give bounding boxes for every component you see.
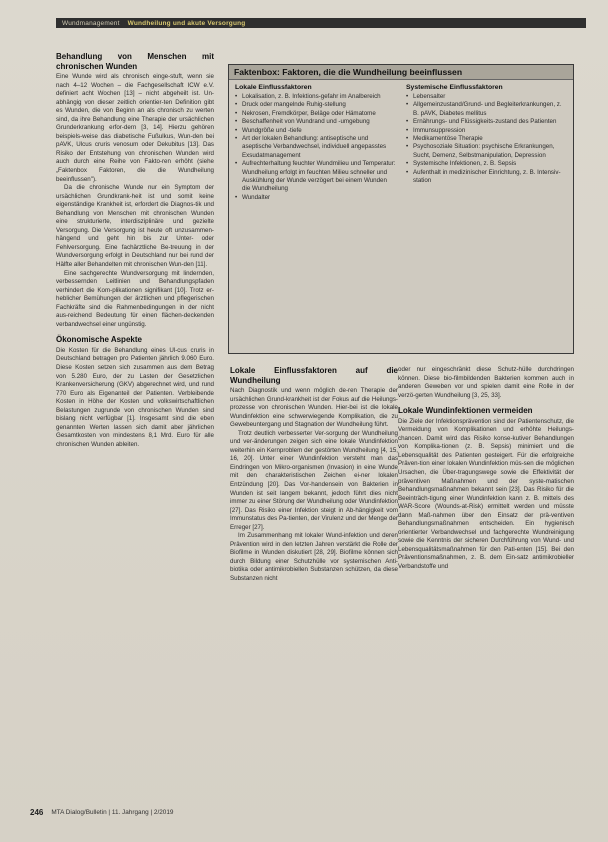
fact-box-title: Faktenbox: Faktoren, die die Wundheilung beeinflussen	[229, 65, 573, 80]
paragraph: Da die chronische Wunde nur ein Symptom der ursächlichen Grundkrank-heit ist und somit keine eigenständige Krankheit ist, erfordert die Diagnos-tik und Behandlung von Menschen mit chronischen Wunden eine strukturierte, interdisziplinäre und gezielte Versorgung. Die Versorgung ist heute oft unzusammen-hängend und geht hin bis zur Unter- oder Fehlversorgung. Eine fachärztliche Be-treuung in der Wundversorgung erfolgt in Deutschland nur bei rund der Hälfte aller Behandelten mit chronischen Wun-den [11].	[56, 184, 214, 269]
fact-box-local-heading: Lokale Einflussfaktoren	[235, 84, 312, 91]
list-item: • Nekrosen, Fremdkörper, Beläge oder Hämatome	[235, 110, 396, 118]
list-item: • Wundgröße und -tiefe	[235, 127, 396, 135]
fact-box	[228, 64, 574, 354]
journal-citation: MTA Dialog/Bulletin | 11. Jahrgang | 2/2019	[51, 808, 174, 816]
list-item: • Druck oder mangelnde Ruhig-stellung	[235, 101, 396, 109]
section-heading-avoid-infections: Lokale Wundinfektionen vermeiden	[398, 406, 533, 416]
fact-box-columns	[229, 80, 573, 202]
header-title: Wundheilung und akute Versorgung	[127, 19, 246, 27]
page-footer	[30, 806, 173, 818]
running-header	[56, 18, 586, 28]
list-item: • Art der lokalen Behandlung: antiseptische und aseptische Verbandwechsel, individuell angepasstes Exsudatmanagement	[235, 135, 396, 160]
paragraph: Im Zusammenhang mit lokaler Wund-infektion und deren Prävention wird in den letzten Jahren verstärkt die Rolle der Biofilme in Wunden diskutiert [28, 29]. Biofilme können sich durch Bildung einer Schutzhülle vor systemischen Anti-biotika oder antimikrobiellen Substanzen schützen, da diese Substanzen nicht	[230, 532, 398, 583]
fact-box-local-column	[235, 84, 396, 202]
list-item: • Beschaffenheit von Wundrand und -umgebung	[235, 118, 396, 126]
section-heading-chronic-wounds: Behandlung von Menschen mit chronischen Wunden	[56, 52, 214, 71]
list-item: • Systemische Infektionen, z. B. Sepsis	[406, 160, 567, 168]
column-1	[56, 52, 214, 449]
list-item: • Lebensalter	[406, 93, 567, 101]
fact-box-local-list	[235, 93, 396, 202]
section-heading-local-factors: Lokale Einflussfaktoren auf die Wundheilung	[230, 366, 398, 385]
paragraph: Eine sachgerechte Wundversorgung mit lindernden, verbessernden Leitlinien und Behandlungspfaden verhindert die Kom-plikationen signifikant [10]. Trotz er-heblicher Bemühungen der ärztlichen und pflegerischen Fachkräfte sind die Rahmenbedingungen in der nicht aus-reichend Bedeutung für einen flächen-deckenden verbandwechsel einer ungünstig.	[56, 269, 214, 328]
paragraph: Eine Wunde wird als chronisch einge-stuft, wenn sie nach 4–12 Wochen – die Fachgesellschaft ICW e.V. definiert acht Wochen [13] – nicht abgeheilt ist. Un-abhängig von dieser zeitlich orientier-ten Definition gibt es Wunden, die von Beginn an als chronisch zu werten sind, da ihre Behandlung eine Therapie der ursächlichen Grunderkrankung erfor-dern [3, 14]. Hierzu gehören beispiels-weise das diabetische Fußulkus, Wun-den bei pAVK, Ulcus cruris venosum oder Dekubitus [13]. Das Risiko der Entstehung von chronischen Wunden wird auch durch eine Reihe von Fakto-ren erhöht (siehe „Faktenbox Faktoren, die die Wundheilung beeinflussen").	[56, 73, 214, 183]
list-item: • Allgemeinzustand/Grund- und Begleiterkrankungen, z. B. pAVK, Diabetes mellitus	[406, 101, 567, 118]
section-heading-economics: Ökonomische Aspekte	[56, 335, 142, 345]
list-item: • Ernährungs- und Flüssigkeits-zustand des Patienten	[406, 118, 567, 126]
paragraph: Die Ziele der Infektionsprävention sind der Patientenschutz, die Vermeidung von Komplikationen und erhöhte Heilungs-chancen. Damit wird das Risiko konse-kutiver Behandlungen von Komplika-tionen (z. B. Sepsis) minimiert und die Lebensqualität des Patienten gesteigert. Für die erfolgreiche Präven-tion einer lokalen Wundinfektion müs-sen die möglichen Ursachen, die Über-tragungswege sowie die Effektivität der präventiven Maßnahmen und der syste-matischen Behandlungsmaßnahmen bekannt sein [23]. Das Risiko für die Beeinträch-tigung einer Wundinfektion kann z. B. mittels des WAR-Score (Wounds-at-Risk) ermittelt werden und müsste dann Maß-nahmen über den Einsatz der prä-ventiven Behandlungsmaßnahmen entscheiden. Ein hygienisch orientierter Verbandwechsel und fachgerechte Wundreinigung sowie die Kenntnis der sicheren Durchführung von Wund- und Lebensqualitätsmaßnahmen für den Pati-enten [15]. Bei den Präventionsmaßnahmen, z. B. dem Ein-satz antimikrobieller Verbandstoffe und	[398, 417, 574, 570]
fact-box-systemic-column	[406, 84, 567, 202]
list-item: • Immunsuppression	[406, 127, 567, 135]
column-2	[230, 366, 398, 584]
article-body	[56, 52, 586, 810]
list-item: • Lokalisation, z. B. Infektions-gefahr im Analbereich	[235, 93, 396, 101]
list-item: • Medikamentöse Therapie	[406, 135, 567, 143]
paragraph: oder nur eingeschränkt diese Schutz-hülle durchdringen können. Diese bio-filmbildenden Bakterien kommen auch in anderen Geweben vor und spielen damit eine Rolle in der verzö-gerten Wundheilung [3, 25, 33].	[398, 366, 574, 399]
paragraph: Die Kosten für die Behandlung eines Ul-cus cruris in Deutschland betragen pro Patienten jährlich 9.060 Euro. Diese Kosten setzen sich zusammen aus dem Betrag von 5.280 Euro, der zu Lasten der Gesetzlichen Krankenversicherung (GKV) abgerechnet wird, und rund 770 Euro als Eigenanteil der Patienten. Verbleibende Kosten in Höhe der Kosten und volkswirtschaftlichen Belastungen zugrunde von chronischen Wunden sind bislang nicht verfügbar [1]. Insgesamt sind die eben genannten Werten lassen sich damit aber jährlichen Gesamtkosten von mindestens 8,1 Mrd. Euro für alle chronischen Wunden ableiten.	[56, 346, 214, 448]
fact-box-systemic-heading: Systemische Einflussfaktoren	[406, 84, 503, 91]
list-item: • Psychosoziale Situation: psychische Erkrankungen, Sucht, Demenz, Selbstmanipulation, Depression	[406, 143, 567, 160]
fact-box-systemic-list	[406, 93, 567, 185]
column-3	[398, 366, 574, 572]
page-number: 246	[30, 807, 44, 817]
list-item: • Aufenthalt in medizinischer Einrichtung, z. B. Intensiv-station	[406, 169, 567, 186]
list-item: • Wundalter	[235, 194, 396, 202]
paragraph: Nach Diagnostik und wenn möglich de-ren Therapie der ursächlichen Grund-krankheit ist der Fokus auf die Heilungs-prozesse von chronischen Wunden. Hier-bei ist die lokale Wundinfektion eine schwerwiegende Komplikation, die zu Gewebeuntergang und Stagnation der Wundheilung führt.	[230, 387, 398, 429]
header-section: Wundmanagement	[62, 19, 120, 27]
paragraph: Trotz deutlich verbesserter Ver-sorgung der Wundheilung und ver-änderungen zeigen sich eine lokale Wundinfektion weiterhin ein Kernproblem der gestörten Wundheilung [4, 15, 16, 20]. Unter einer Wundinfektion versteht man das Eindringen von Mikro-organismen (Invasion) in eine Wunde mit den charakteristischen Zeichen ei-ner lokalen Entzündung [20]. Das Vor-handensein von Bakterien in Wunden ist seit langem bekannt, jedoch führt dies nicht immer zu einer Störung der Wundheilung oder Wundinfektion [27]. Das Risiko einer Infektion steigt in Ab-hängigkeit vom Immunstatus des Pa-tienten, der Virulenz und der Menge der Erreger [27].	[230, 429, 398, 531]
list-item: • Aufrechterhaltung feuchter Wundmilieu und Temperatur: Wundheilung erfolgt im feuchten Milieu schneller und Auskühlung der Wunde verzögert bei einem Wunden die Wundheilung	[235, 160, 396, 194]
